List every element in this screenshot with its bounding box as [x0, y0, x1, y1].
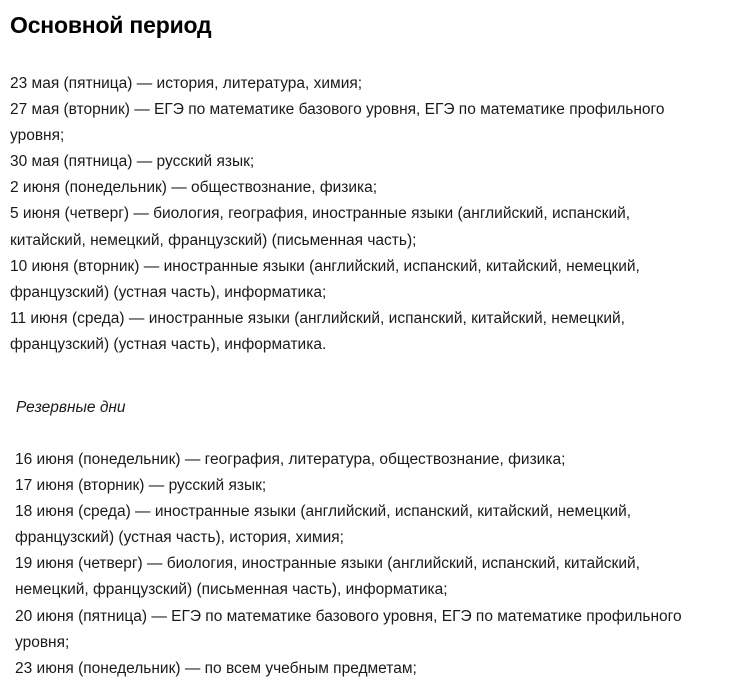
schedule-line: китайский, немецкий, французский) (письменная часть); [10, 231, 417, 249]
schedule-line: французский) (устная часть), информатика. [10, 335, 327, 353]
reserve-line: 17 июня (вторник) — русский язык; [15, 477, 267, 495]
schedule-line: уровня; [10, 127, 65, 145]
reserve-line: французский) (устная часть), история, химия; [15, 529, 344, 547]
reserve-days-heading: Резервные дни [16, 399, 126, 416]
schedule-line: 2 июня (понедельник) — обществознание, физика; [10, 179, 378, 197]
reserve-line: немецкий, французский) (письменная часть), информатика; [15, 581, 448, 599]
reserve-line: 16 июня (понедельник) — география, литература, обществознание, физика; [15, 451, 566, 468]
schedule-line: 27 мая (вторник) — ЕГЭ по математике базового уровня, ЕГЭ по математике профильного [10, 101, 665, 119]
schedule-line: 30 мая (пятница) — русский язык; [10, 153, 255, 171]
schedule-line: 10 июня (вторник) — иностранные языки (английский, испанский, китайский, немецкий, [10, 257, 640, 275]
schedule-line: 23 мая (пятница) — история, литература, химия; [10, 75, 363, 92]
reserve-line: 19 июня (четверг) — биология, иностранные языки (английский, испанский, китайский, [15, 555, 640, 573]
reserve-line: 18 июня (среда) — иностранные языки (английский, испанский, китайский, немецкий, [15, 503, 632, 521]
schedule-line: 5 июня (четверг) — биология, география, иностранные языки (английский, испанский, [10, 205, 631, 223]
reserve-line: 23 июня (понедельник) — по всем учебным предметам; [15, 659, 417, 677]
reserve-line: уровня; [15, 633, 70, 651]
reserve-line: 20 июня (пятница) — ЕГЭ по математике базового уровня, ЕГЭ по математике профильного [15, 607, 682, 625]
main-period-schedule [10, 71, 710, 358]
reserve-days-schedule [15, 447, 725, 682]
schedule-line: 11 июня (среда) — иностранные языки (английский, испанский, китайский, немецкий, [10, 309, 625, 327]
schedule-line: французский) (устная часть), информатика; [10, 283, 327, 301]
page-title: Основной период [10, 12, 212, 38]
